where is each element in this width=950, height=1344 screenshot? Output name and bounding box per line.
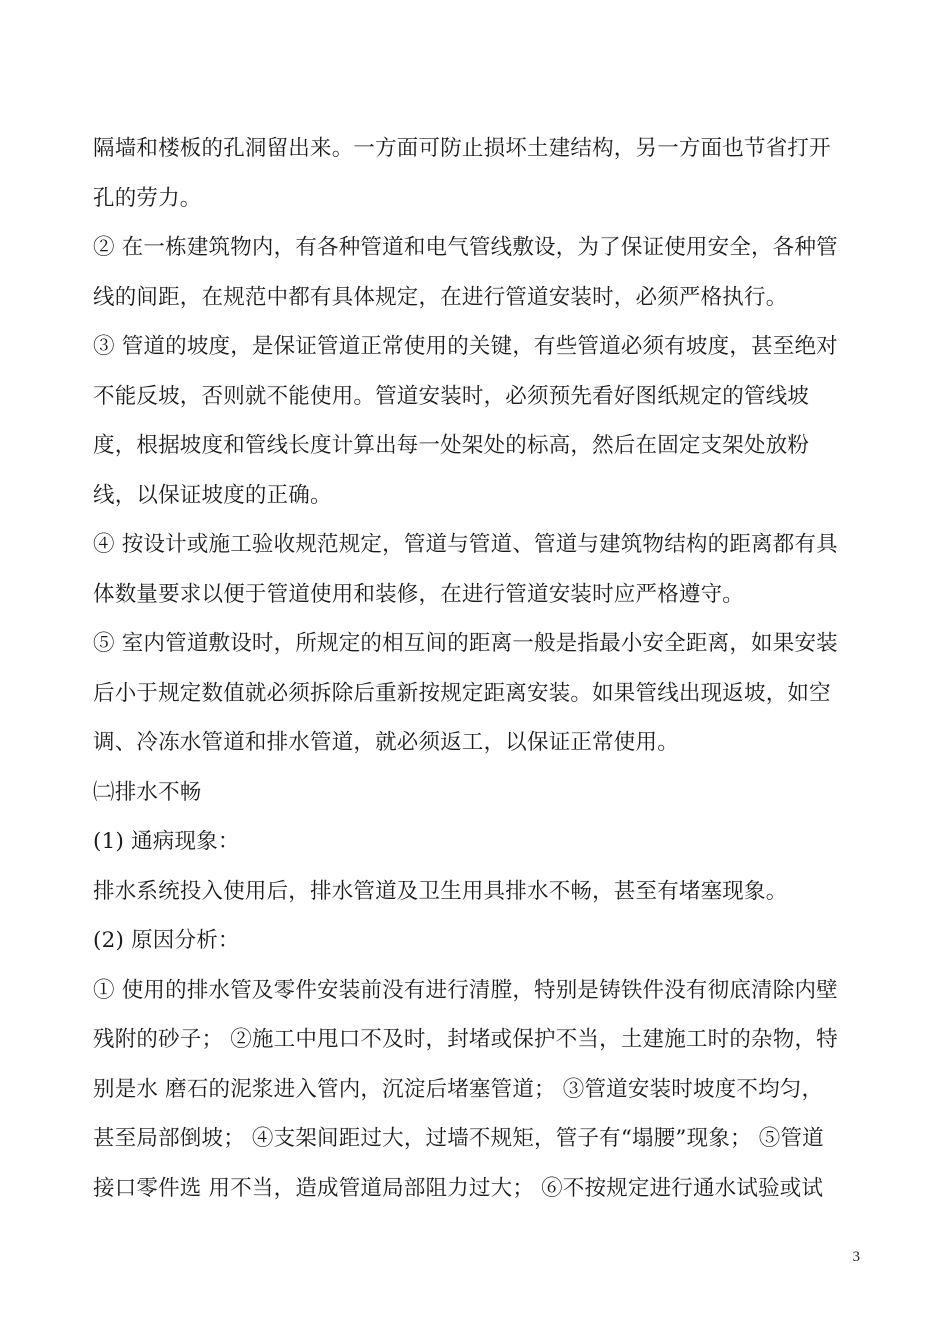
subsection-heading: (2) 原因分析： xyxy=(93,928,240,953)
text-line: 度，根据坡度和管线长度计算出每一处架处的标高，然后在固定支架处放粉 xyxy=(93,433,810,458)
text-line: ④ 按设计或施工验收规范规定，管道与管道、管道与建筑物结构的距离都有具 xyxy=(93,532,838,557)
text-line: 别是水 磨石的泥浆进入管内，沉淀后堵塞管道； ③管道安装时坡度不均匀， xyxy=(93,1076,824,1102)
text-line: 不能反坡，否则就不能使用。管道安装时，必须预先看好图纸规定的管线坡 xyxy=(93,383,810,409)
text-line: 后小于规定数值就必须拆除后重新按规定距离安装。如果管线出现返坡，如空 xyxy=(93,680,831,706)
text-line: 接口零件选 用不当，造成管道局部阻力过大； ⑥不按规定进行通水试验或试 xyxy=(93,1175,824,1201)
text-line: ② 在一栋建筑物内，有各种管道和电气管线敷设，为了保证使用安全，各种管 xyxy=(93,235,838,260)
text-line: 线，以保证坡度的正确。 xyxy=(93,482,332,508)
text-line: 排水系统投入使用后，排水管道及卫生用具排水不畅，甚至有堵塞现象。 xyxy=(93,878,788,904)
text-line: 甚至局部倒坡； ④支架间距过大，过墙不规矩，管子有“塌腰”现象； ⑤管道 xyxy=(93,1126,824,1151)
page-number: 3 xyxy=(852,1249,860,1265)
text-line: 线的间距，在规范中都有具体规定，在进行管道安装时，必须严格执行。 xyxy=(93,284,788,310)
text-line: 隔墙和楼板的孔洞留出来。一方面可防止损坏土建结构，另一方面也节省打开 xyxy=(93,136,831,161)
text-line: 孔的劳力。 xyxy=(93,185,202,211)
text-line: 残附的砂子； ②施工中甩口不及时，封堵或保护不当，土建施工时的杂物，特 xyxy=(93,1027,838,1052)
text-line: ⑤ 室内管道敷设时，所规定的相互间的距离一般是指最小安全距离，如果安装 xyxy=(93,631,838,656)
subsection-heading: (1) 通病现象： xyxy=(93,829,240,854)
text-line: ③ 管道的坡度，是保证管道正常使用的关键，有些管道必须有坡度，甚至绝对 xyxy=(93,334,838,359)
section-heading: ㈡排水不畅 xyxy=(93,779,202,805)
body-text xyxy=(93,128,863,1217)
text-line: 调、冷冻水管道和排水管道，就必须返工，以保证正常使用。 xyxy=(93,730,679,755)
text-line: 体数量要求以便于管道使用和装修，在进行管道安装时应严格遵守。 xyxy=(93,581,745,607)
text-line: ① 使用的排水管及零件安装前没有进行清膛，特别是铸铁件没有彻底清除内壁 xyxy=(93,977,838,1003)
